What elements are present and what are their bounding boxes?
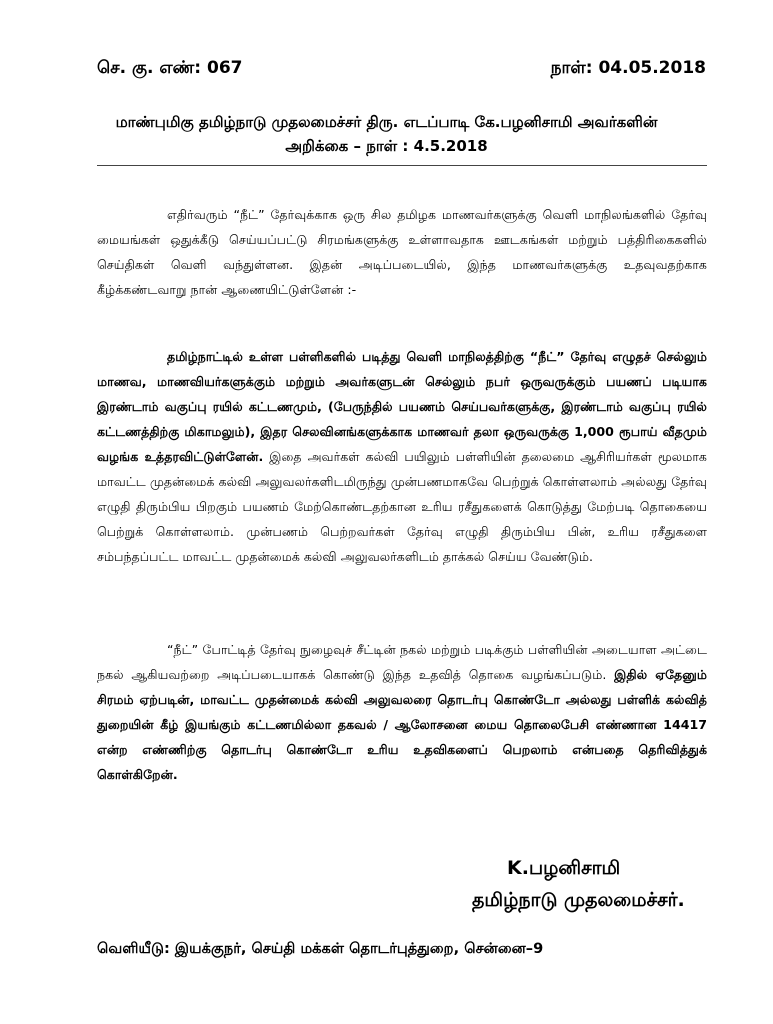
signatory-name: K.பழனிசாமி — [507, 857, 621, 879]
paragraph-2 — [97, 344, 707, 569]
title-line-1: மாண்புமிகு தமிழ்நாடு முதலமைச்சர் திரு. எடப்பாடி கே.பழனிசாமி அவர்களின் — [115, 113, 658, 131]
signature-block — [472, 852, 685, 916]
paragraph-3-text: “நீட்” போட்டித் தேர்வு நுழைவுச் சீட்டின் நகல் மற்றும் படிக்கும் பள்ளியின் அடையாள அட்டை நகல் ஆகியவற்றை அடிப்படையாகக் கொண்டு இந்த உதவித் தொகை வழங்கப்படும். — [97, 642, 707, 682]
release-date: நாள்: 04.05.2018 — [550, 58, 706, 78]
paragraph-3-bold-text: இதில் ஏதேனும் சிரமம் ஏற்படின், மாவட்ட முதன்மைக் கல்வி அலுவலரை தொடர்பு கொண்டோ அல்லது பள்ளிக் கல்வித் துறையின் கீழ் இயங்கும் கட்டணமில்லா தகவல் / ஆலோசனை மைய தொலைபேசி எண்ணான 14417 என்ற எண்ணிற்கு தொடர்பு கொண்டோ உரிய உதவிகளைப் பெறலாம் என்பதை தெரிவித்துக் கொள்கிறேன். — [97, 667, 707, 782]
paragraph-2-text: இதை அவர்கள் கல்வி பயிலும் பள்ளியின் தலைமை ஆசிரியர்கள் மூலமாக மாவட்ட முதன்மைக் கல்வி அலுவலர்களிடமிருந்து முன்பணமாகவே பெற்றுக் கொள்ளலாம் அல்லது தேர்வு எழுதி திரும்பிய பிறகும் பயணம் மேற்கொண்டதற்கான உரிய ரசீதுகளைக் கொடுத்து மேற்படி தொகையை பெற்றுக் கொள்ளலாம். முன்பணம் பெற்றவர்கள் தேர்வு எழுதி திரும்பிய பின், உரிய ரசீதுகளை சம்பந்தப்பட்ட மாவட்ட முதன்மைக் கல்வி அலுவலர்களிடம் தாக்கல் செய்ய வேண்டும். — [97, 449, 707, 564]
paragraph-1-text: எதிர்வரும் “நீட்” தேர்வுக்காக ஒரு சில தமிழக மாணவர்களுக்கு வெளி மாநிலங்களில் தேர்வு மையங்கள் ஒதுக்கீடு செய்யப்பட்டு சிரமங்களுக்கு உள்ளாவதாக ஊடகங்கள் மற்றும் பத்திரிகைகளில் செய்திகள் வெளி வந்துள்ளன. இதன் அடிப்படையில், இந்த மாணவர்களுக்கு உதவுவதற்காக கீழ்க்கண்டவாறு நான் ஆணையிட்டுள்ளேன் :- — [97, 207, 707, 297]
paragraph-1 — [97, 202, 707, 302]
paragraph-3 — [97, 637, 707, 787]
issued-by: வெளியீடு: இயக்குநர், செய்தி மக்கள் தொடர்புத்துறை, சென்னை–9 — [97, 940, 544, 957]
paragraph-2-bold-text: தமிழ்நாட்டில் உள்ள பள்ளிகளில் படித்து வெளி மாநிலத்திற்கு “நீட்” தேர்வு எழுதச் செல்லும் மாணவ, மாணவியர்களுக்கும் மற்றும் அவர்களுடன் செல்லும் நபர் ஒருவருக்கும் பயணப் படியாக இரண்டாம் வகுப்பு ரயில் கட்டணமும், (பேருந்தில் பயணம் செய்பவர்களுக்கு, இரண்டாம் வகுப்பு ரயில் கட்டணத்திற்கு மிகாமலும்), இதர செலவினங்களுக்காக மாணவர் தலா ஒருவருக்கு 1,000 ரூபாய் வீதமும் வழங்க உத்தரவிட்டுள்ளேன். — [97, 349, 707, 464]
signatory-designation: தமிழ்நாடு முதலமைச்சர். — [472, 889, 685, 911]
reference-number: செ. கு. எண்: 067 — [97, 58, 243, 78]
header-divider — [97, 165, 707, 166]
document-title — [80, 110, 693, 158]
title-line-2: அறிக்கை – நாள் : 4.5.2018 — [285, 137, 488, 155]
